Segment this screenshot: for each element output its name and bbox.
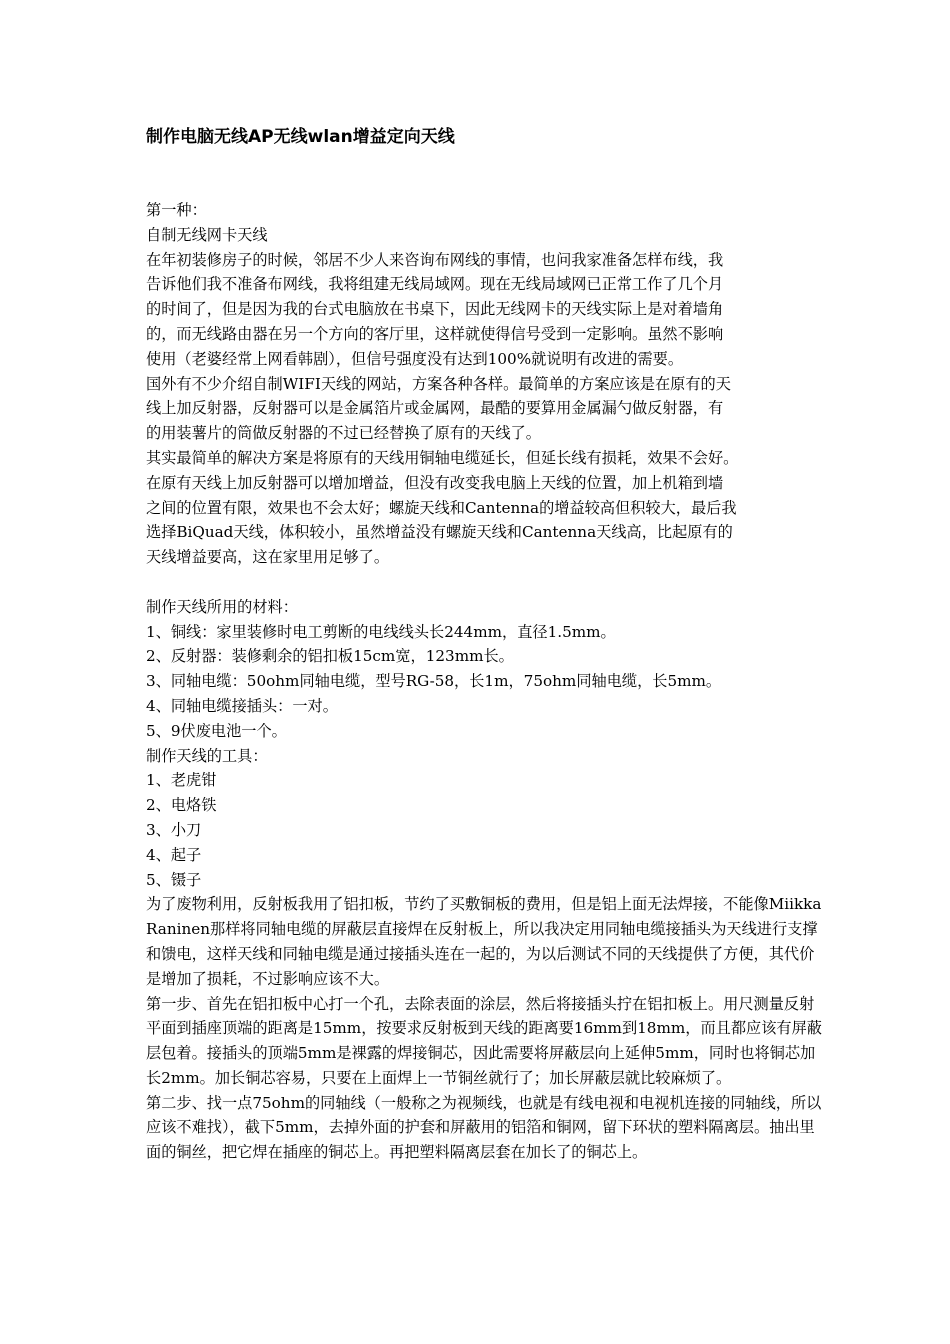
body-paragraph: 为了废物利用，反射板我用了铝扣板，节约了买敷铜板的费用，但是铝上面无法焊接，不能像Miikka Raninen那样将同轴电缆的屏蔽层直接焊在反射板上，所以我决定用同轴电缆接插头为天线进行支撑和馈电，这样天线和同轴电缆是通过接插头连在一起的，为以后测试不同的天线提供了方便，其代价是增加了损耗，不过影响应该不大。: [146, 895, 822, 988]
document-body: [146, 198, 826, 1165]
materials-item: 4、同轴电缆接插头：一对。: [146, 696, 338, 715]
materials-item: 3、同轴电缆：50ohm同轴电缆，型号RG-58，长1m，75ohm同轴电缆，长5mm。: [146, 672, 722, 691]
tools-item: 4、起子: [146, 845, 202, 864]
materials-heading: 制作天线所用的材料：: [146, 597, 298, 616]
body-line: 的用装薯片的筒做反射器的不过已经替换了原有的天线了。: [146, 424, 541, 443]
materials-item: 2、反射器：装修剩余的铝扣板15cm宽，123mm长。: [146, 647, 514, 666]
body-paragraph: 第二步、找一点75ohm的同轴线（一般称之为视频线，也就是有线电视和电视机连接的同轴线，所以应该不难找），截下5mm，去掉外面的护套和屏蔽用的铝箔和铜网，留下环状的塑料隔离层。抽出里面的铜丝，把它焊在插座的铜芯上。再把塑料隔离层套在加长了的铜芯上。: [146, 1093, 822, 1162]
body-line: 的，而无线路由器在另一个方向的客厅里，这样就使得信号受到一定影响。虽然不影响: [146, 324, 724, 343]
body-line: 国外有不少介绍自制WIFI天线的网站，方案各种各样。最简单的方案应该是在原有的天: [146, 374, 731, 393]
materials-item: 5、9伏废电池一个。: [146, 721, 287, 740]
body-line: 线上加反射器，反射器可以是金属箔片或金属网，最酷的要算用金属漏勺做反射器，有: [146, 399, 724, 418]
tools-item: 2、电烙铁: [146, 796, 217, 815]
tools-item: 1、老虎钳: [146, 771, 217, 790]
body-line: 在年初装修房子的时候，邻居不少人来咨询布网线的事情，也问我家准备怎样布线，我: [146, 250, 724, 269]
body-line: 的时间了，但是因为我的台式电脑放在书桌下，因此无线网卡的天线实际上是对着墙角: [146, 300, 724, 319]
body-line: 告诉他们我不准备布网线，我将组建无线局域网。现在无线局域网已正常工作了几个月: [146, 275, 724, 294]
body-line: 在原有天线上加反射器可以增加增益，但没有改变我电脑上天线的位置，加上机箱到墙: [146, 473, 724, 492]
body-line: 使用（老婆经常上网看韩剧），但信号强度没有达到100%就说明有改进的需要。: [146, 349, 684, 368]
body-line: 天线增益要高，这在家里用足够了。: [146, 548, 389, 567]
document-title: 制作电脑无线AP无线wlan增益定向天线: [146, 127, 455, 147]
body-line: 选择BiQuad天线，体积较小，虽然增益没有螺旋天线和Cantenna天线高，比起原有的: [146, 523, 733, 542]
body-paragraph: 第一步、首先在铝扣板中心打一个孔，去除表面的涂层，然后将接插头拧在铝扣板上。用尺测量反射平面到插座顶端的距离是15mm，按要求反射板到天线的距离要16mm到18mm，而且都应该有屏蔽层包着。接插头的顶端5mm是裸露的焊接铜芯，因此需要将屏蔽层向上延伸5mm，同时也将铜芯加长2mm。加长铜芯容易，只要在上面焊上一节铜丝就行了；加长屏蔽层就比较麻烦了。: [146, 994, 822, 1087]
tools-item: 3、小刀: [146, 820, 202, 839]
section-subheading: 自制无线网卡天线: [146, 225, 268, 244]
section-heading: 第一种：: [146, 201, 207, 219]
tools-heading: 制作天线的工具：: [146, 746, 268, 765]
body-line: 之间的位置有限，效果也不会太好；螺旋天线和Cantenna的增益较高但积较大，最后我: [146, 498, 737, 517]
tools-item: 5、镊子: [146, 870, 202, 889]
materials-item: 1、铜线：家里装修时电工剪断的电线线头长244mm，直径1.5mm。: [146, 622, 616, 641]
body-line: 其实最简单的解决方案是将原有的天线用铜轴电缆延长，但延长线有损耗，效果不会好。: [146, 448, 739, 467]
blank-line: [146, 570, 826, 595]
